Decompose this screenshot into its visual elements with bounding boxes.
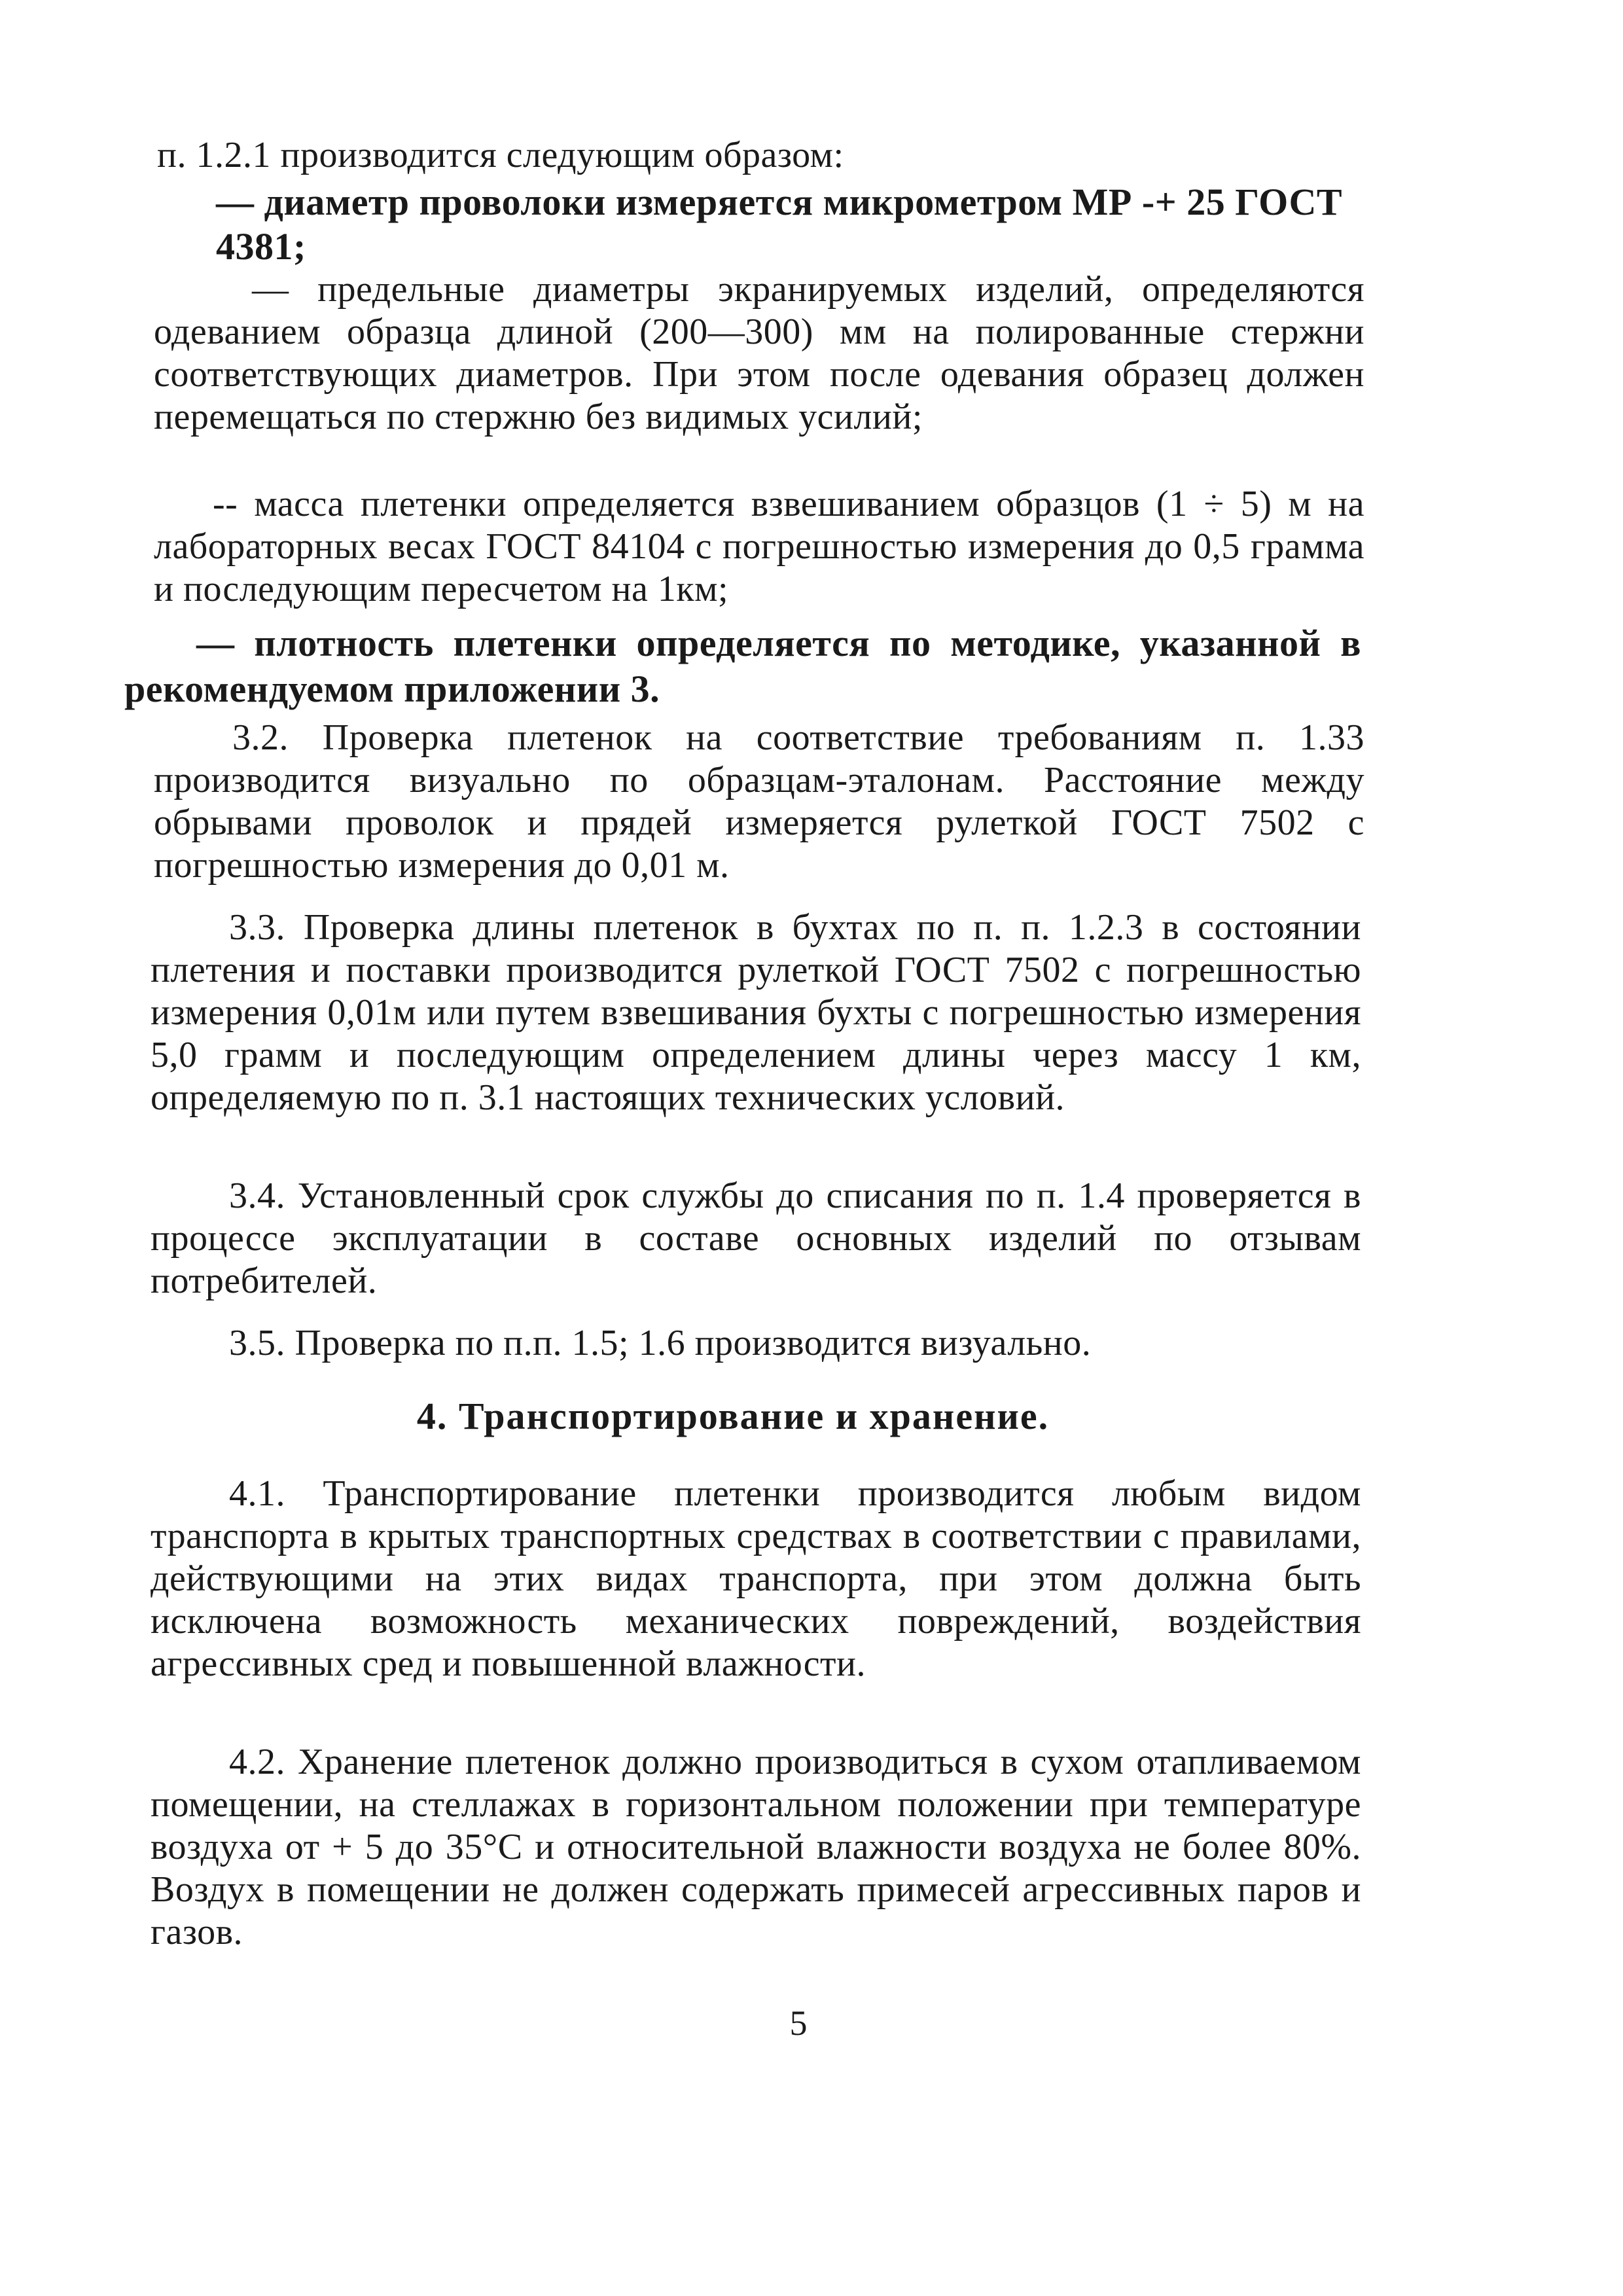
paragraph-3-5: 3.5. Проверка по п.п. 1.5; 1.6 производится визуально.: [229, 1323, 1092, 1363]
bullet-density: — плотность плетенки определяется по методике, указанной в рекомендуемом приложении 3.: [124, 622, 1361, 710]
page-number: 5: [789, 2003, 808, 2043]
paragraph-4-2: 4.2. Хранение плетенок должно производиться в сухом отапливаемом помещении, на стеллажах в горизонтальном положении при температуре воздуха от + 5 до 35°С и относительной влажности воздуха не более 80%. Воздух в помещении не должен содержать примесей агрессивных паров и газов.: [151, 1742, 1361, 1952]
paragraph-4-1: 4.1. Транспортирование плетенки производится любым видом транспорта в крытых транспортных средствах в соответствии с правилами, действующими на этих видах транспорта, при этом должна быть исключена возможность механических повреждений, воздействия агрессивных сред и повышенной влажности.: [151, 1473, 1361, 1684]
bullet-limits: — предельные диаметры экранируемых изделий, определяются одеванием образца длиной (200—300) мм на полированные стержни соответствующих диаметров. При этом после одевания образец должен перемещаться по стержню без видимых усилий;: [154, 269, 1364, 437]
paragraph-3-3: 3.3. Проверка длины плетенок в бухтах по п. п. 1.2.3 в состоянии плетения и поставки производится рулеткой ГОСТ 7502 с погрешностью измерения 0,01м или путем взвешивания бухты с погрешностью измерения 5,0 грамм и последующим определением длины через массу 1 км, определяемую по п. 3.1 настоящих технических условий.: [151, 907, 1361, 1118]
section-4-heading: 4. Транспортирование и хранение.: [416, 1395, 1050, 1437]
bullet-mass: -- масса плетенки определяется взвешиванием образцов (1 ÷ 5) м на лабораторных весах ГОСТ 84104 с погрешностью измерения до 0,5 грамма и последующим пересчетом на 1км;: [154, 484, 1364, 609]
paragraph-3-2: 3.2. Проверка плетенок на соответствие требованиям п. 1.33 производится визуально по образцам-эталонам. Расстояние между обрывами проволок и прядей измеряется рулеткой ГОСТ 7502 с погрешностью измерения до 0,01 м.: [154, 717, 1364, 886]
paragraph-3-4: 3.4. Установленный срок службы до списания по п. 1.4 проверяется в процессе эксплуатации в составе основных изделий по отзывам потребителей.: [151, 1175, 1361, 1301]
intro-line: п. 1.2.1 производится следующим образом:: [157, 135, 844, 175]
bullet-diameter: — диаметр проволоки измеряется микрометром МР -+ 25 ГОСТ 4381;: [216, 181, 1343, 268]
